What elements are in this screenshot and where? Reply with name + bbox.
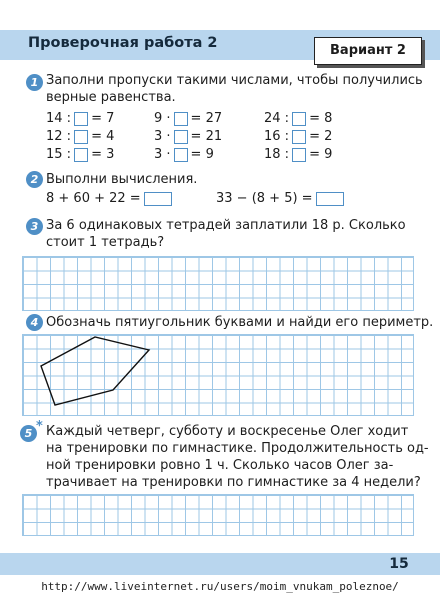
equation-left: 15 : [46, 147, 72, 162]
task-3-text-line-2: стоит 1 тетрадь? [46, 235, 165, 250]
equation [46, 147, 114, 162]
equation [264, 147, 332, 162]
task-1-text-line-1: Заполни пропуски такими числами, чтобы получились [46, 73, 423, 88]
equation-right: = 9 [190, 147, 214, 162]
equation [264, 129, 332, 144]
task-5-text-line-1: Каждый четверг, субботу и воскресенье Олег ходит [46, 424, 409, 439]
task-5-text-line-4: трачивает на тренировки по гимнастике за 4 недели? [46, 475, 421, 490]
source-url[interactable]: http://www.liveinternet.ru/users/moim_vnukam_poleznoe/ [41, 580, 399, 593]
equation-left: 14 : [46, 111, 72, 126]
task-2-text: Выполни вычисления. [46, 172, 198, 187]
answer-box[interactable] [174, 148, 188, 162]
task-2-expression-2 [216, 191, 344, 206]
variant-label: Вариант 2 [314, 37, 422, 65]
answer-box[interactable] [74, 130, 88, 144]
task-1-number-icon: 1 [26, 74, 43, 91]
task-4-text: Обозначь пятиугольник буквами и найди его периметр. [46, 315, 434, 330]
equation-right: = 21 [190, 129, 223, 144]
equation-left: 3 · [154, 129, 171, 144]
equation-right: = 2 [309, 129, 333, 144]
equation [264, 111, 332, 126]
task-5-text-line-2: на тренировки по гимнастике. Продолжительность од- [46, 441, 429, 456]
task-3-answer-grid[interactable] [22, 256, 414, 311]
equation [46, 129, 114, 144]
task-2-expression-1 [46, 191, 172, 206]
star-icon: * [36, 419, 43, 434]
task-1-text-line-2: верные равенства. [46, 90, 176, 105]
equation [154, 129, 222, 144]
equation [46, 111, 114, 126]
equation-right: = 8 [309, 111, 333, 126]
expression-text: 8 + 60 + 22 = [46, 191, 141, 206]
equation-left: 9 · [154, 111, 171, 126]
answer-box[interactable] [316, 192, 344, 206]
equation-left: 16 : [264, 129, 290, 144]
equation-right: = 7 [91, 111, 115, 126]
equation-left: 3 · [154, 147, 171, 162]
answer-box[interactable] [292, 130, 306, 144]
page-title: Проверочная работа 2 [28, 35, 218, 51]
equation-left: 24 : [264, 111, 290, 126]
equation [154, 147, 214, 162]
answer-box[interactable] [144, 192, 172, 206]
expression-text: 33 − (8 + 5) = [216, 191, 313, 206]
answer-box[interactable] [74, 112, 88, 126]
equation-right: = 27 [190, 111, 223, 126]
equation-right: = 4 [91, 129, 115, 144]
page-number: 15 [389, 556, 409, 572]
answer-box[interactable] [292, 112, 306, 126]
answer-box[interactable] [174, 130, 188, 144]
pentagon-figure [22, 334, 414, 416]
answer-box[interactable] [174, 112, 188, 126]
answer-box[interactable] [292, 148, 306, 162]
equation-left: 12 : [46, 129, 72, 144]
task-2-number-icon: 2 [26, 171, 43, 188]
task-4-number-icon: 4 [26, 314, 43, 331]
task-5-answer-grid[interactable] [22, 494, 414, 536]
task-5-text-line-3: ной тренировки ровно 1 ч. Сколько часов Олег за- [46, 458, 394, 473]
answer-box[interactable] [74, 148, 88, 162]
pentagon-shape [41, 337, 149, 405]
equation-right: = 3 [91, 147, 115, 162]
equation-left: 18 : [264, 147, 290, 162]
equation-right: = 9 [309, 147, 333, 162]
task-3-text-line-1: За 6 одинаковых тетрадей заплатили 18 р. Сколько [46, 218, 406, 233]
task-5-number-icon: 5 [20, 425, 37, 442]
task-3-number-icon: 3 [26, 218, 43, 235]
equation [154, 111, 222, 126]
